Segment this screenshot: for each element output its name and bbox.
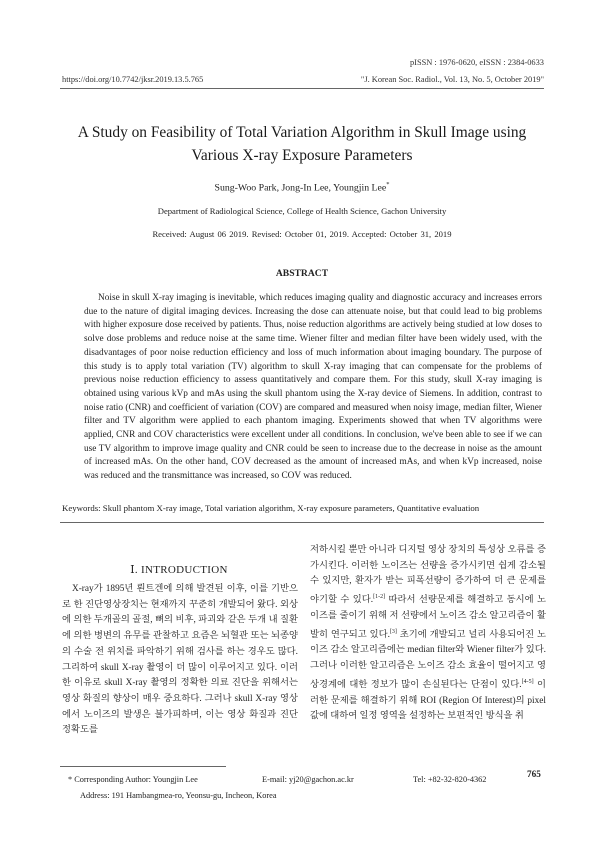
abstract-heading: ABSTRACT xyxy=(275,268,329,279)
corresponding-author: * Corresponding Author: Youngjin Lee xyxy=(68,775,198,784)
keywords-line: Keywords: Skull phantom X-ray image, Total variation algorithm, X-ray exposure parameters, Quantitative evaluation xyxy=(62,503,480,513)
abstract-body: Noise in skull X-ray imaging is inevitable, which reduces imaging quality and diagnostic accuracy and increases errors due to the nature of digital imaging devices. Increasing the dose can attenuate noise, but that could lead to big problems with higher exposure dose received by patients. Thus, noise reduction algorithms are actively being studied at low doses to solve dose problems and reduce noise at the same time. Wiener filter and median filter have been widely used, with the disadvantages of poor noise reduction efficiency and loss of much information about imaging boundary. The purpose of this study is to apply total variation (TV) algorithm to skull X-ray imaging that can compensate for the problems of previous noise reduction efficiency to assess quantitatively and compare them. For this study, skull X-ray imaging is obtained using various kVp and mAs using the skull phantom using the X-ray device of Siemens. In addition, contrast to noise ratio (CNR) and coefficient of variation (COV) are compared and measured when noisy image, median filter, Wiener filter and TV algorithm were applied to each phantom imaging. Experiments showed that when TV algorithms were applied, CNR and COV characteristics were excellent under all conditions. In conclusion, we've been able to see if we can use TV algorithm to improve image quality and CNR could be seen to increase due to the decrease in noise as the amount of increased mAs. On the other hand, COV decreased as the amount of increased mAs, and when kVp increased, noise was reduced and the transmittance was increased, so COV was reduced. xyxy=(84,293,542,482)
footnote-rule xyxy=(60,766,226,767)
author-email[interactable]: E-mail: yj20@gachon.ac.kr xyxy=(262,775,354,784)
journal-citation: "J. Korean Soc. Radiol., Vol. 13, No. 5, October 2019" xyxy=(360,75,544,84)
paper-title: A Study on Feasibility of Total Variation Algorithm in Skull Image using Various X-ray Exposure Parameters xyxy=(77,124,527,164)
citation-ref[interactable]: [1-2] xyxy=(373,594,386,601)
intro-text-c: 초기에 개발되고 널리 사용되어진 노이즈 감소 알고리즘에는 median filter와 Wiener filter가 있다. 그러나 이러한 알고리즘은 노이즈 감소 효율이 떨어지고 영상경계에 대한 정보가 많이 손실된다는 단점이 있다. xyxy=(310,629,546,690)
doi-link[interactable]: https://doi.org/10.7742/jksr.2019.13.5.765 xyxy=(62,75,204,84)
author-phone: Tel: +82-32-820-4362 xyxy=(413,775,487,784)
introduction-heading: Ⅰ. INTRODUCTION xyxy=(130,564,228,576)
intro-left-column: X-ray가 1895년 뢴트겐에 의해 발견된 이후, 이를 기반으로 한 진단영상장치는 현재까지 꾸준히 개발되어 왔다. 외상에 의한 두개골의 골절, 뼈의 비후, 파괴와 같은 두개 내 질환에 의한 병변의 유무를 관찰하고 요즘은 뇌혈관 또는 뇌종양의 수술 전 위치를 파악하기 위해 검사를 하는 경우도 많다. 그리하여 skull X-ray 촬영이 더 많이 이루어지고 있다. 이러한 이유로 skull X-ray 촬영의 정확한 의료 진단을 위해서는 영상 화질의 향상이 매우 중요하다. 그러나 skull X-ray 영상에서 노이즈의 발생은 불가피하며, 이는 영상 화질과 진단 정확도를 xyxy=(62,584,298,736)
author-list xyxy=(60,181,544,193)
intro-text-d: 이러한 문제를 해결하기 위해 ROI (Region Of Interest)의 pixel값에 대하여 일정 영역을 설정하는 보편적인 방식을 취 xyxy=(310,679,546,722)
keywords-rule xyxy=(60,522,544,523)
intro-right-column xyxy=(310,543,546,725)
intro-text-b: 따라서 선량문제를 해결하고 동시에 노이즈를 줄이기 위해 저 선량에서 노이즈 감소 알고리즘이 활발히 연구되고 있다. xyxy=(310,595,546,640)
affiliation: Department of Radiological Science, College of Health Science, Gachon University xyxy=(157,206,447,216)
citation-ref[interactable]: [4-5] xyxy=(521,678,534,685)
corresponding-mark: * xyxy=(386,181,390,188)
issn-line: pISSN : 1976-0620, eISSN : 2384-0633 xyxy=(409,58,544,67)
author-address: Address: 191 Hambangmea-ro, Yeonsu-gu, Incheon, Korea xyxy=(80,791,277,800)
intro-text-a: 저하시킬 뿐만 아니라 디지털 영상 장치의 특성상 오류를 증가시킨다. 이러한 노이즈는 선량을 증가시키면 쉽게 감소될 수 있지만, 환자가 받는 피폭선량이 증가하여 더 큰 문제를 야기할 수 있다. xyxy=(310,545,546,606)
header-rule xyxy=(60,88,544,89)
citation-ref[interactable]: [3] xyxy=(389,628,397,635)
submission-dates: Received: August 06 2019. Revised: October 01, 2019. Accepted: October 31, 2019 xyxy=(152,229,452,239)
authors-text: Sung-Woo Park, Jong-In Lee, Youngjin Lee xyxy=(214,182,387,194)
page-number: 765 xyxy=(527,769,541,779)
